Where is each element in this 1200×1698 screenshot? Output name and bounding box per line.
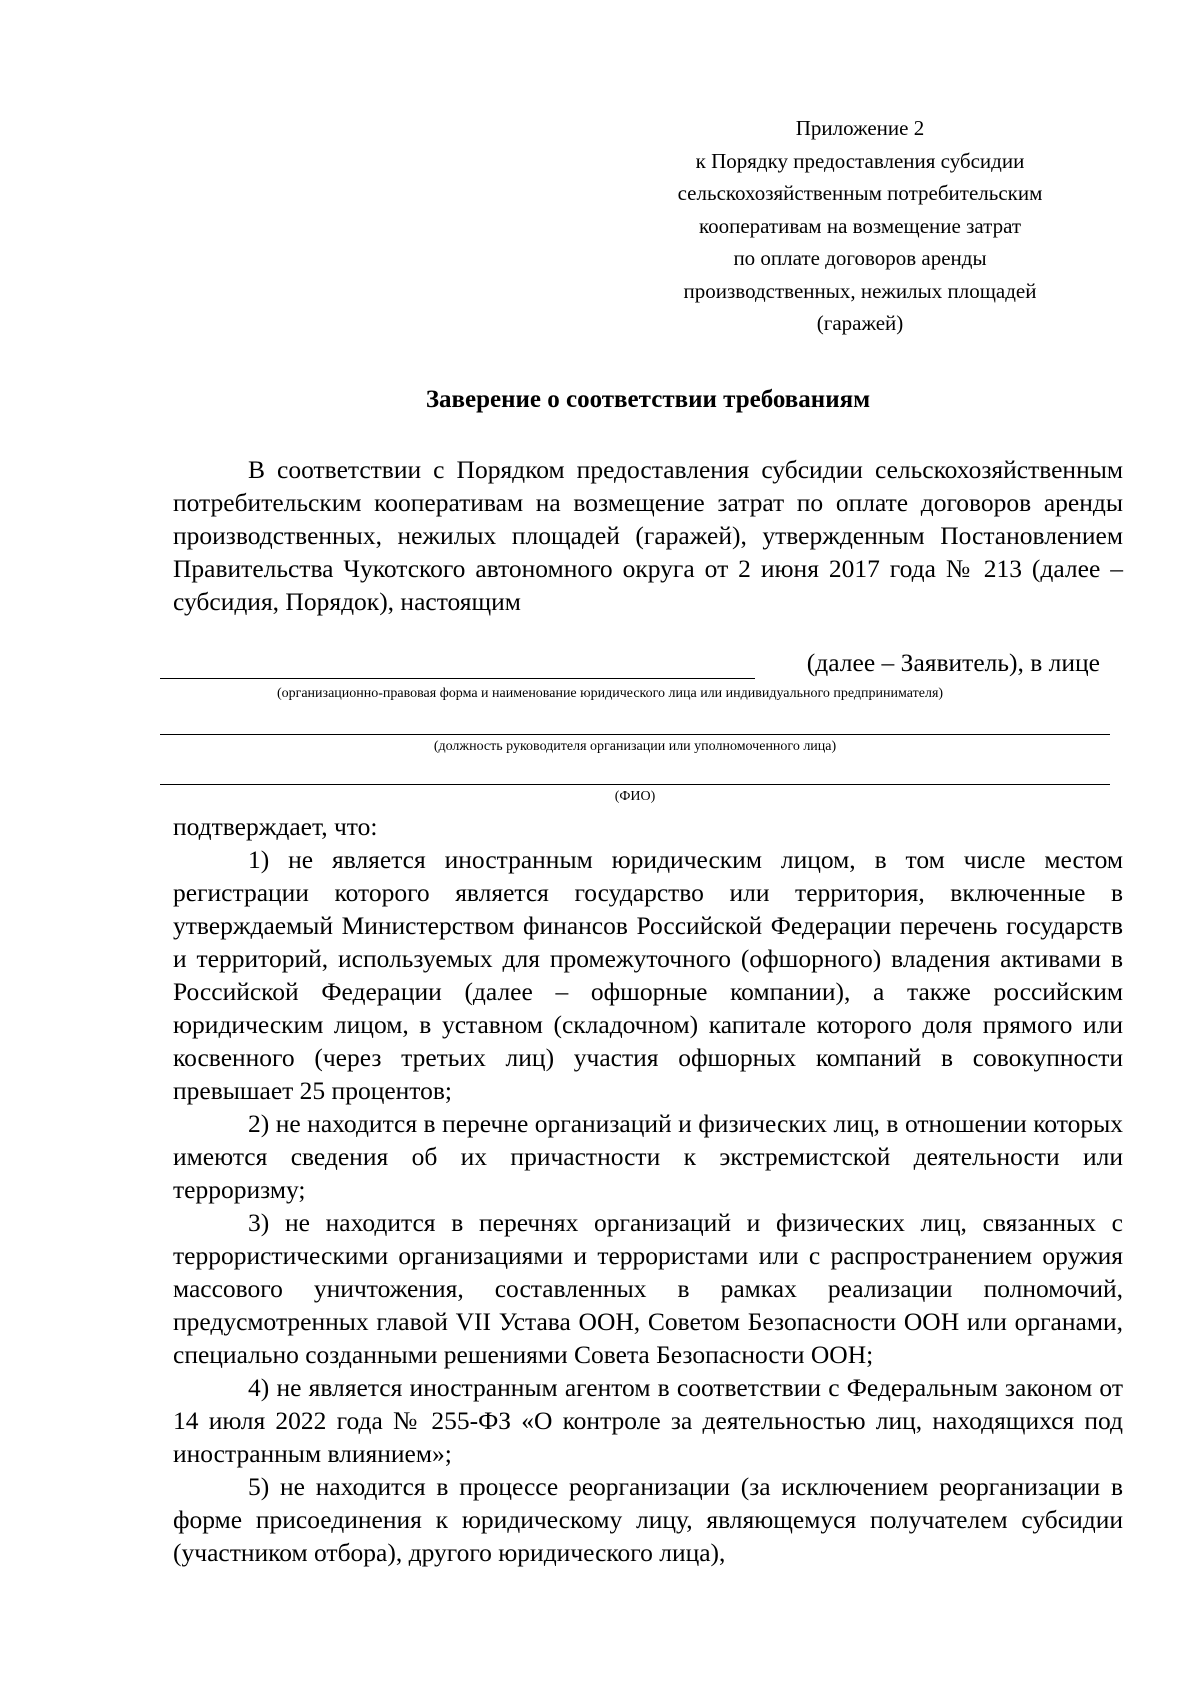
- applicant-name-blank[interactable]: [160, 678, 755, 679]
- confirmation-item: 2) не находится в перечне организаций и физических лиц, в отношении которых имеются сведения об их причастности к экстремистской деятельности или терроризму;: [173, 1109, 1123, 1204]
- confirmation-section: [173, 810, 1123, 1569]
- document-title: Заверение о соответствии требованиям: [425, 386, 871, 413]
- appendix-line: Приложение 2: [795, 116, 925, 140]
- position-blank[interactable]: [160, 734, 1110, 735]
- confirmation-item: 4) не является иностранным агентом в соответствии с Федеральным законом от 14 июля 2022 года № 255-ФЗ «О контроле за деятельностью лиц, находящихся под иностранным влиянием»;: [173, 1373, 1123, 1468]
- appendix-header: [660, 112, 1060, 340]
- intro-section: [173, 453, 1123, 618]
- confirmation-item: 3) не находится в перечнях организаций и физических лиц, связанных с террористическими организациями и террористами или с распространением оружия массового уничтожения, составленных в рамках реализации полномочий, предусмотренных главой VII Устава ООН, Советом Безопасности ООН или органами, специально созданными решениями Совета Безопасности ООН;: [173, 1208, 1123, 1369]
- appendix-line: по оплате договоров аренды: [733, 246, 987, 270]
- appendix-line: кооперативам на возмещение затрат: [698, 213, 1022, 238]
- appendix-line: (гаражей): [816, 311, 904, 335]
- org-name-caption: (организационно-правовая форма и наименование юридического лица или индивидуального предпринимателя): [276, 686, 944, 701]
- confirms-lead: подтверждает, что:: [173, 812, 378, 841]
- fio-caption: (ФИО): [614, 789, 656, 804]
- appendix-line: к Порядку предоставления субсидии: [695, 148, 1025, 173]
- applicant-name-row: [160, 648, 1120, 682]
- confirmation-item: 5) не находится в процессе реорганизации (за исключением реорганизации в форме присоединения к юридическому лицу, являющемуся получателем субсидии (участником отбора), другого юридического лица),: [173, 1472, 1123, 1567]
- confirmation-item: 1) не является иностранным юридическим лицом, в том числе местом регистрации которого является государство или территория, включенные в утверждаемый Министерством финансов Российской Федерации перечень государств и территорий, используемых для промежуточного (офшорного) владения активами в Российской Федерации (далее – офшорные компании), а также российским юридическим лицом, в уставном (складочном) капитале которого доля прямого или косвенного (через третьих лиц) участия офшорных компаний в совокупности превышает 25 процентов;: [173, 845, 1123, 1105]
- appendix-line: сельскохозяйственным потребительским: [677, 181, 1043, 205]
- position-caption: (должность руководителя организации или уполномоченного лица): [433, 739, 837, 754]
- applicant-tail-text: (далее – Заявитель), в лице: [806, 648, 1100, 677]
- appendix-line: производственных, нежилых площадей: [683, 278, 1037, 303]
- intro-paragraph: В соответствии с Порядком предоставления субсидии сельскохозяйственным потребительским кооперативам на возмещение затрат по оплате договоров аренды производственных, нежилых площадей (гаражей), утвержденным Постановлением Правительства Чукотского автономного округа от 2 июня 2017 года № 213 (далее – субсидия, Порядок), настоящим: [173, 455, 1123, 616]
- fio-blank[interactable]: [160, 784, 1110, 785]
